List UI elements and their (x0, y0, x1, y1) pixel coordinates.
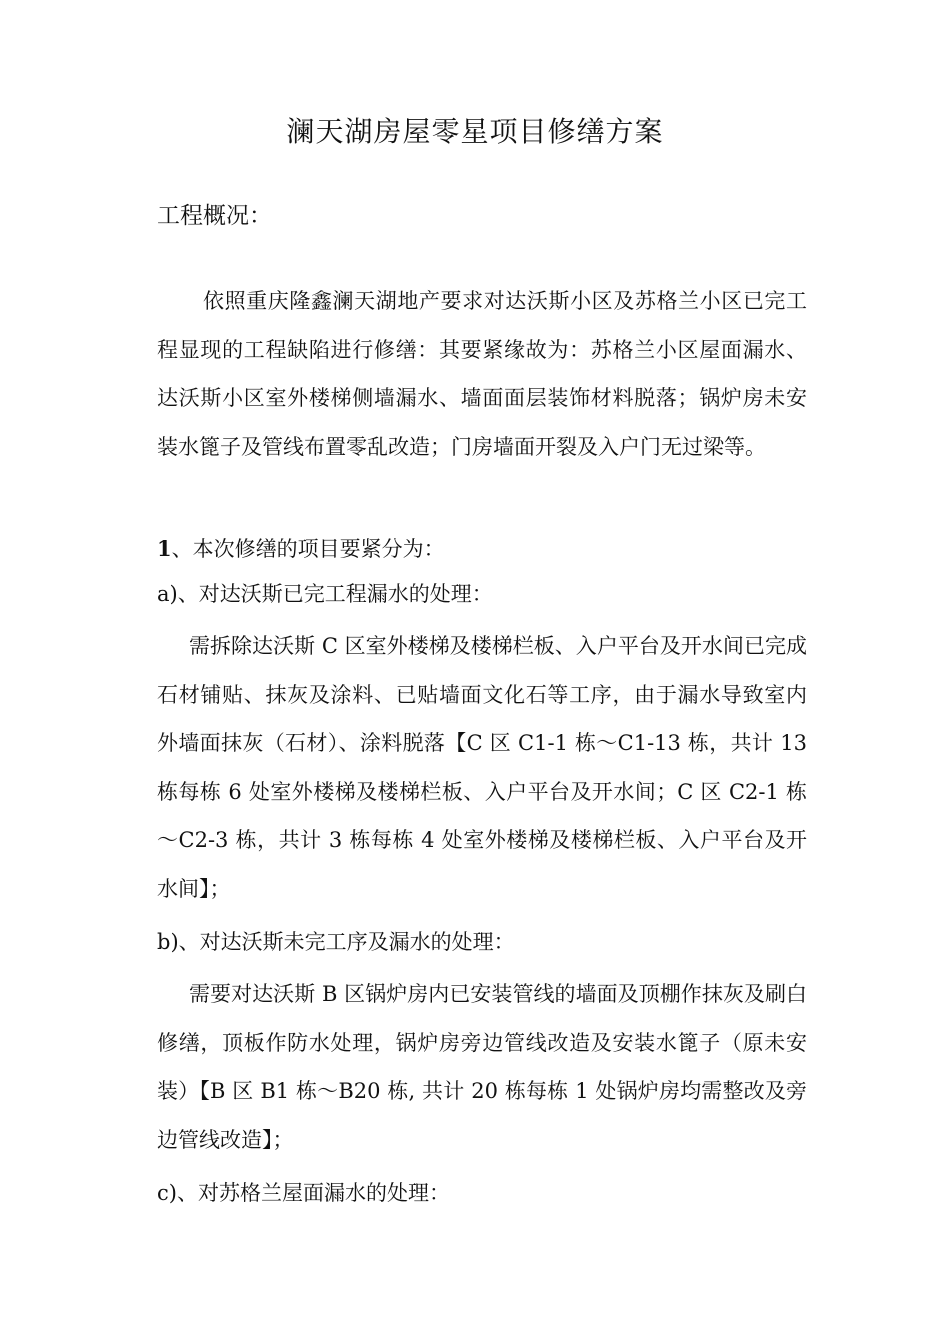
sub-c-heading: c)、对苏格兰屋面漏水的处理： (157, 1181, 450, 1205)
item-1-text: 、本次修缮的项目要紧分为： (171, 537, 445, 561)
overview-heading: 工程概况： (157, 203, 272, 229)
sub-a-paragraph: 需拆除达沃斯 C 区室外楼梯及楼梯栏板、入户平台及开水间已完成石材铺贴、抹灰及涂料、已贴墙面文化石等工序，由于漏水导致室内外墙面抹灰（石材）、涂料脱落【C 区 C1-1 栋～C1-13 栋，共计 13 栋每栋 6 处室外楼梯及楼梯栏板、入户平台及开水间；C 区 C2-1 栋～C2-3 栋，共计 3 栋每栋 4 处室外楼梯及楼梯栏板、入户平台及开水间】； (157, 634, 807, 901)
sub-a-heading: a)、对达沃斯已完工程漏水的处理： (157, 582, 493, 606)
document-title: 澜天湖房屋零星项目修缮方案 (286, 115, 664, 148)
intro-paragraph: 依照重庆隆鑫澜天湖地产要求对达沃斯小区及苏格兰小区已完工程显现的工程缺陷进行修缮：其要紧缘故为：苏格兰小区屋面漏水、达沃斯小区室外楼梯侧墙漏水、墙面面层装饰材料脱落；锅炉房未安装水篦子及管线布置零乱改造；门房墙面开裂及入户门无过梁等。 (157, 289, 807, 459)
item-1-number: 1 (157, 536, 172, 561)
sub-b-paragraph: 需要对达沃斯 B 区锅炉房内已安装管线的墙面及顶棚作抹灰及刷白修缮，顶板作防水处理，锅炉房旁边管线改造及安装水篦子（原未安装）【B 区 B1 栋～B20 栋, 共计 20 栋每栋 1 处锅炉房均需整改及旁边管线改造】； (157, 982, 807, 1152)
item-1-heading (157, 525, 807, 574)
sub-b-heading: b)、对达沃斯未完工序及漏水的处理： (157, 930, 515, 954)
